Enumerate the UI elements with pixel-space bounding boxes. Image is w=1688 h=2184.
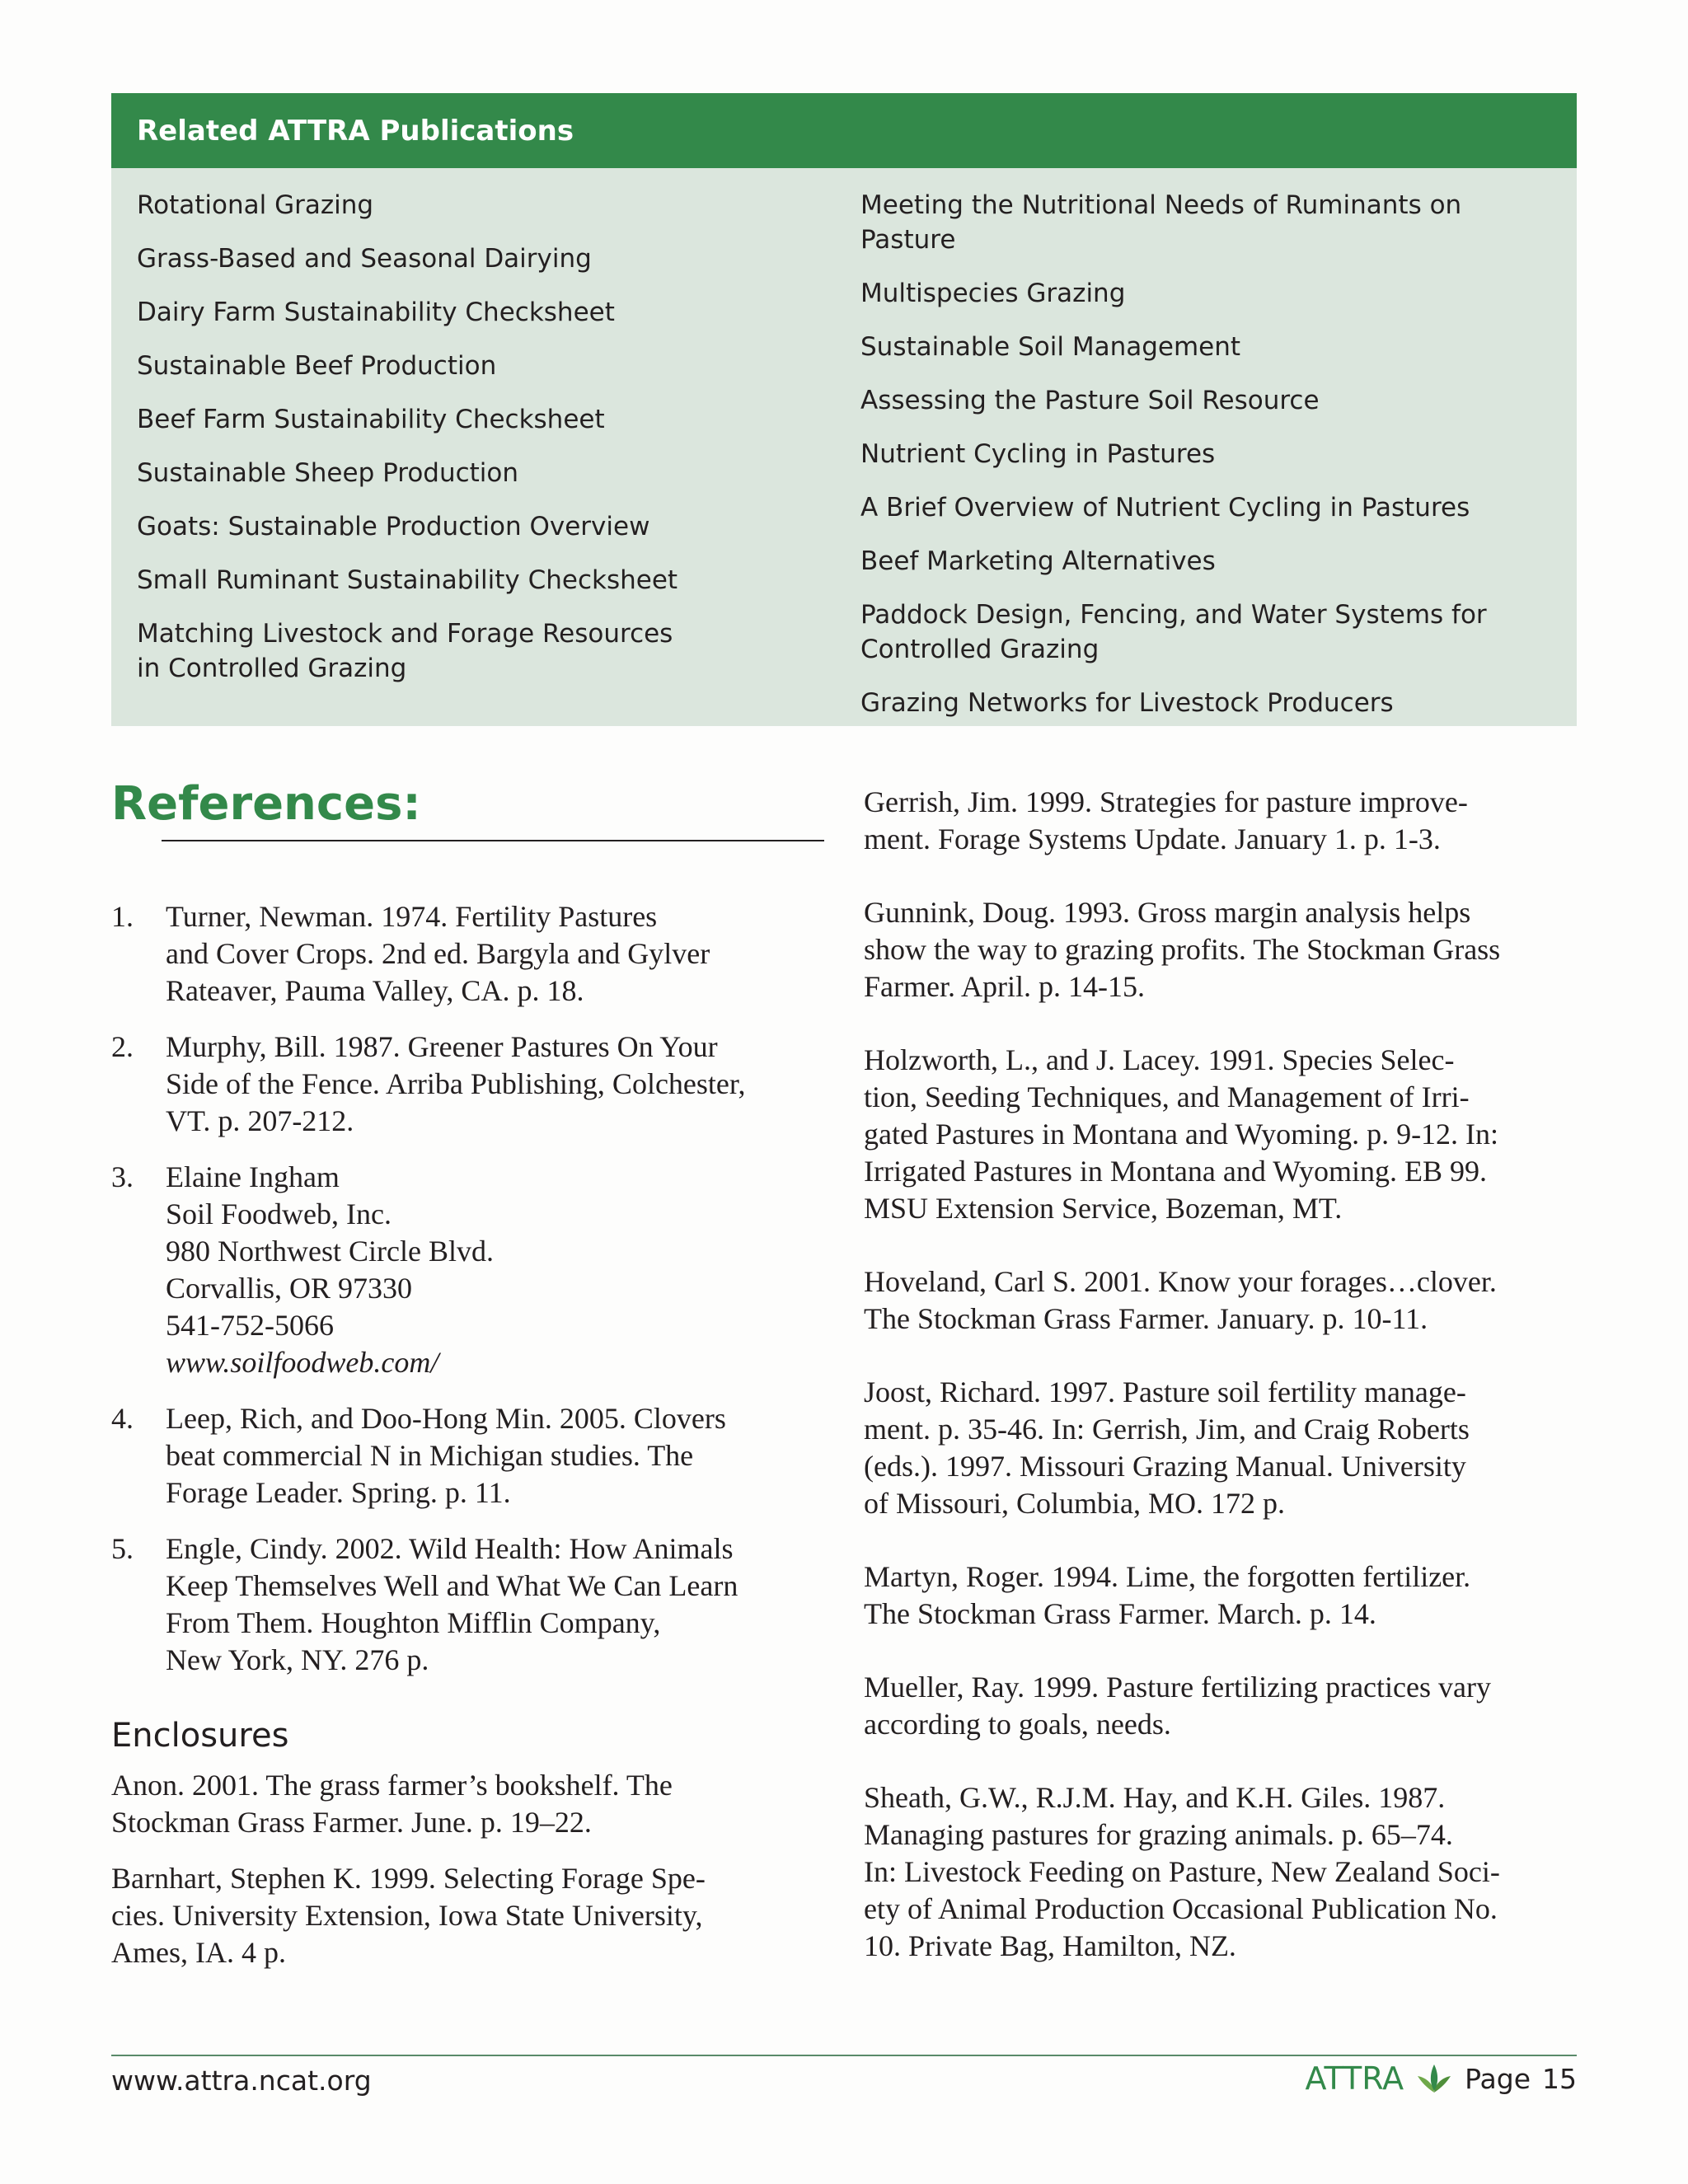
page-number: 15 — [1542, 2062, 1577, 2095]
references-list — [111, 898, 828, 1679]
reference-entry: Joost, Richard. 1997. Pasture soil fertility manage- ment. p. 35-46. In: Gerrish, Jim, and Craig Roberts (eds.). 1997. Missouri Grazing Manual. University of Missouri, Columbia, MO. 172 p. — [864, 1376, 1470, 1520]
footer-divider — [111, 2055, 1577, 2056]
reference-item — [111, 1029, 828, 1140]
left-column — [111, 898, 828, 1990]
reference-text: Murphy, Bill. 1987. Greener Pastures On Your Side of the Fence. Arriba Publishing, Colchester, VT. p. 207-212. — [166, 1030, 746, 1137]
publication-link[interactable]: Small Ruminant Sustainability Checksheet — [137, 565, 678, 595]
reference-text: Elaine Ingham Soil Foodweb, Inc. 980 Northwest Circle Blvd. Corvallis, OR 97330 541-752-5066 — [166, 1160, 494, 1342]
related-publications-title: Related ATTRA Publications — [111, 93, 1577, 168]
publication-link[interactable]: Sustainable Sheep Production — [137, 458, 519, 488]
soilfoodweb-link[interactable]: www.soilfoodweb.com/ — [166, 1346, 439, 1379]
reference-number: 1. — [111, 900, 134, 933]
reference-item — [111, 1159, 828, 1381]
enclosure-item: Anon. 2001. The grass farmer’s bookshelf. The Stockman Grass Farmer. June. p. 19–22. — [111, 1769, 673, 1839]
publication-link[interactable]: Multispecies Grazing — [860, 279, 1126, 308]
leaf-icon — [1415, 2063, 1453, 2094]
enclosure-item: Barnhart, Stephen K. 1999. Selecting Forage Spe- cies. University Extension, Iowa State University, Ames, IA. 4 p. — [111, 1862, 706, 1969]
reference-text: Engle, Cindy. 2002. Wild Health: How Animals Keep Themselves Well and What We Can Learn From Them. Houghton Mifflin Company, New York, NY. 276 p. — [166, 1532, 738, 1676]
reference-entry: Holzworth, L., and J. Lacey. 1991. Species Selec- tion, Seeding Techniques, and Management of Irri- gated Pastures in Montana and Wyoming. p. 9-12. In: Irrigated Pastures in Montana and Wyoming. EB 99. MSU Extension Service, Bozeman, MT. — [864, 1043, 1499, 1225]
references-heading: References: — [111, 777, 421, 831]
publication-link[interactable]: Dairy Farm Sustainability Checksheet — [137, 298, 615, 327]
reference-entry: Gerrish, Jim. 1999. Strategies for pasture improve- ment. Forage Systems Update. January 1. p. 1-3. — [864, 785, 1468, 855]
enclosures-heading: Enclosures — [111, 1717, 289, 1755]
related-publications-box — [111, 93, 1577, 726]
footer-url-link[interactable]: www.attra.ncat.org — [111, 2064, 372, 2097]
publication-link[interactable]: Rotational Grazing — [137, 190, 374, 220]
publication-link[interactable]: Beef Marketing Alternatives — [860, 546, 1216, 576]
publication-link[interactable]: Meeting the Nutritional Needs of Ruminants on Pasture — [860, 190, 1462, 255]
reference-entry: Sheath, G.W., R.J.M. Hay, and K.H. Giles. 1987. Managing pastures for grazing animals. p. 65–74. In: Livestock Feeding on Pasture, New Zealand Soci- ety of Animal Production Occasional Publication No. 10. Private Bag, Hamilton, NZ. — [864, 1781, 1500, 1962]
publication-link[interactable]: Goats: Sustainable Production Overview — [137, 512, 650, 541]
page-label: Page — [1465, 2062, 1531, 2095]
reference-number: 4. — [111, 1402, 134, 1435]
publications-left-column — [137, 188, 697, 705]
publication-link[interactable]: Paddock Design, Fencing, and Water Systems for Controlled Grazing — [860, 600, 1487, 664]
publication-link[interactable]: Matching Livestock and Forage Resources in Controlled Grazing — [137, 619, 673, 683]
reference-entry: Martyn, Roger. 1994. Lime, the forgotten fertilizer. The Stockman Grass Farmer. March. p. 14. — [864, 1560, 1471, 1630]
publication-link[interactable]: Sustainable Soil Management — [860, 332, 1241, 362]
reference-number: 2. — [111, 1030, 134, 1063]
publication-link[interactable]: A Brief Overview of Nutrient Cycling in Pastures — [860, 493, 1470, 523]
reference-entry: Mueller, Ray. 1999. Pasture fertilizing practices vary according to goals, needs. — [864, 1671, 1491, 1741]
publication-link[interactable]: Beef Farm Sustainability Checksheet — [137, 405, 605, 434]
reference-item — [111, 1400, 828, 1511]
publications-right-column — [860, 188, 1553, 739]
references-divider — [162, 840, 824, 841]
reference-entry: Gunnink, Doug. 1993. Gross margin analysis helps show the way to grazing profits. The Stockman Grass Farmer. April. p. 14-15. — [864, 896, 1501, 1003]
publication-link[interactable]: Sustainable Beef Production — [137, 351, 497, 381]
right-column — [864, 784, 1589, 2001]
publication-link[interactable]: Assessing the Pasture Soil Resource — [860, 386, 1320, 415]
reference-number: 5. — [111, 1532, 134, 1565]
publication-link[interactable]: Nutrient Cycling in Pastures — [860, 439, 1216, 469]
reference-item — [111, 1530, 828, 1679]
reference-number: 3. — [111, 1160, 134, 1193]
reference-text: Turner, Newman. 1974. Fertility Pastures and Cover Crops. 2nd ed. Bargyla and Gylver Rateaver, Pauma Valley, CA. p. 18. — [166, 900, 710, 1007]
reference-item — [111, 898, 828, 1010]
publication-link[interactable]: Grass-Based and Seasonal Dairying — [137, 244, 592, 274]
footer-branding — [1305, 2060, 1577, 2097]
attra-brand: ATTRA — [1305, 2060, 1404, 2097]
publication-link[interactable]: Grazing Networks for Livestock Producers — [860, 688, 1394, 718]
reference-text: Leep, Rich, and Doo-Hong Min. 2005. Clovers beat commercial N in Michigan studies. The Forage Leader. Spring. p. 11. — [166, 1402, 726, 1509]
reference-entry: Hoveland, Carl S. 2001. Know your forages…clover. The Stockman Grass Farmer. January. p. 10-11. — [864, 1265, 1497, 1335]
